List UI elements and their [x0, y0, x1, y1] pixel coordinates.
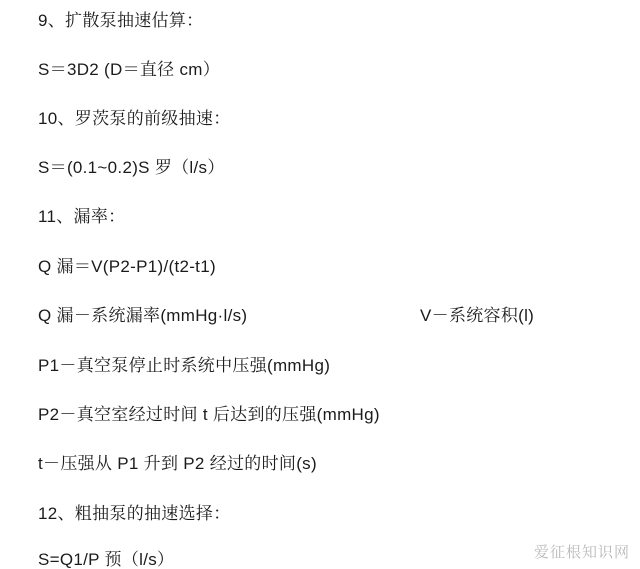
document-line: Q 漏＝V(P2-P1)/(t2-t1)	[38, 257, 216, 276]
document-line: S＝3D2 (D＝直径 cm）	[38, 60, 221, 79]
document-line: P1－真空泵停止时系统中压强(mmHg)	[38, 356, 331, 375]
document-line: P2－真空室经过时间 t 后达到的压强(mmHg)	[38, 405, 380, 424]
document-line: 10、罗茨泵的前级抽速：	[38, 109, 231, 128]
document-line: S＝(0.1~0.2)S 罗（l/s）	[38, 158, 225, 177]
document-line: V－系统容积(l)	[420, 306, 535, 325]
watermark-text: 爱征根知识网	[533, 544, 630, 561]
document-line: 12、粗抽泵的抽速选择：	[38, 504, 231, 523]
document-line: 11、漏率：	[38, 207, 126, 226]
document-line: 9、扩散泵抽速估算：	[38, 11, 204, 30]
document-line: S=Q1/P 预（l/s）	[38, 550, 175, 569]
document-line: t－压强从 P1 升到 P2 经过的时间(s)	[38, 454, 317, 473]
document-line: Q 漏－系统漏率(mmHg·l/s)	[38, 306, 248, 325]
